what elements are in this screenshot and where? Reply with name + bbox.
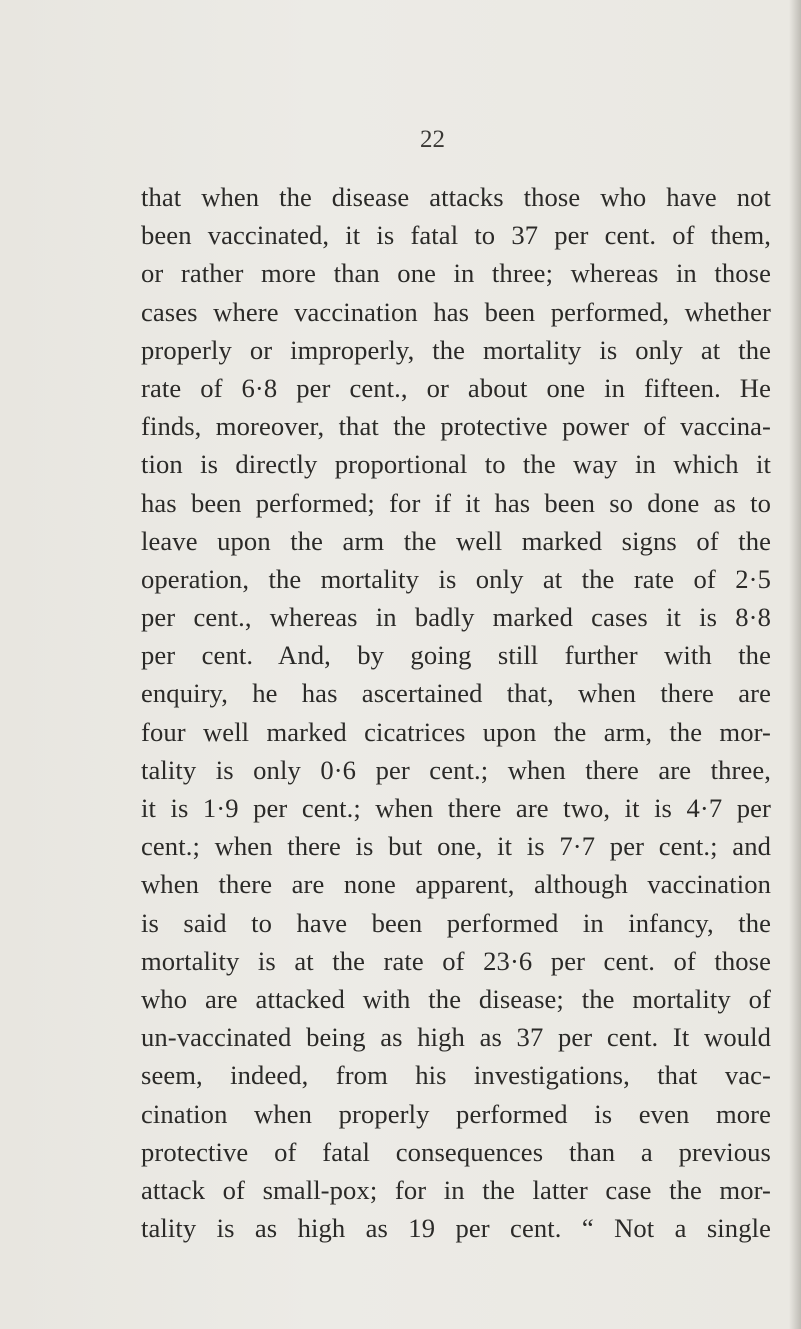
text-line: properly or improperly, the mortality is only at the bbox=[141, 334, 771, 365]
text-line: been vaccinated, it is fatal to 37 per cent. of them, bbox=[141, 220, 771, 251]
text-line: operation, the mortality is only at the rate of 2·5 bbox=[141, 563, 771, 594]
text-line: leave upon the arm the well marked signs of the bbox=[141, 525, 771, 556]
text-line: per cent., whereas in badly marked cases it is 8·8 bbox=[141, 602, 771, 633]
text-line: cases where vaccination has been performed, whether bbox=[141, 296, 771, 327]
text-line: cent.; when there is but one, it is 7·7 per cent.; and bbox=[141, 831, 771, 862]
text-line: when there are none apparent, although vaccination bbox=[141, 869, 771, 900]
text-line: attack of small-pox; for in the latter case the mor- bbox=[141, 1174, 771, 1205]
page-edge-shadow bbox=[789, 0, 801, 1329]
text-line: tality is as high as 19 per cent. “ Not a single bbox=[141, 1213, 771, 1244]
text-line: who are attacked with the disease; the mortality of bbox=[141, 983, 771, 1014]
text-line: or rather more than one in three; whereas in those bbox=[141, 258, 771, 289]
page-number: 22 bbox=[420, 126, 445, 153]
text-line: four well marked cicatrices upon the arm, the mor- bbox=[141, 716, 771, 747]
text-line: is said to have been performed in infancy, the bbox=[141, 907, 771, 938]
text-line: has been performed; for if it has been so done as to bbox=[141, 487, 771, 518]
text-line: that when the disease attacks those who have not bbox=[141, 182, 771, 212]
text-line: per cent. And, by going still further with the bbox=[141, 640, 771, 671]
text-line: seem, indeed, from his investigations, that vac- bbox=[141, 1060, 771, 1091]
text-line: cination when properly performed is even more bbox=[141, 1098, 771, 1129]
text-line: it is 1·9 per cent.; when there are two, it is 4·7 per bbox=[141, 793, 771, 823]
text-line: tion is directly proportional to the way in which it bbox=[141, 449, 771, 480]
text-line: mortality is at the rate of 23·6 per cent. of those bbox=[141, 945, 771, 976]
text-line: protective of fatal consequences than a previous bbox=[141, 1136, 771, 1167]
text-line: rate of 6·8 per cent., or about one in fifteen. He bbox=[141, 372, 771, 403]
text-line: tality is only 0·6 per cent.; when there are three, bbox=[141, 754, 771, 785]
text-line: enquiry, he has ascertained that, when there are bbox=[141, 678, 771, 709]
text-line: un-vaccinated being as high as 37 per cent. It would bbox=[141, 1022, 771, 1053]
body-text bbox=[141, 178, 771, 1247]
text-line: finds, moreover, that the protective power of vaccina- bbox=[141, 411, 771, 442]
